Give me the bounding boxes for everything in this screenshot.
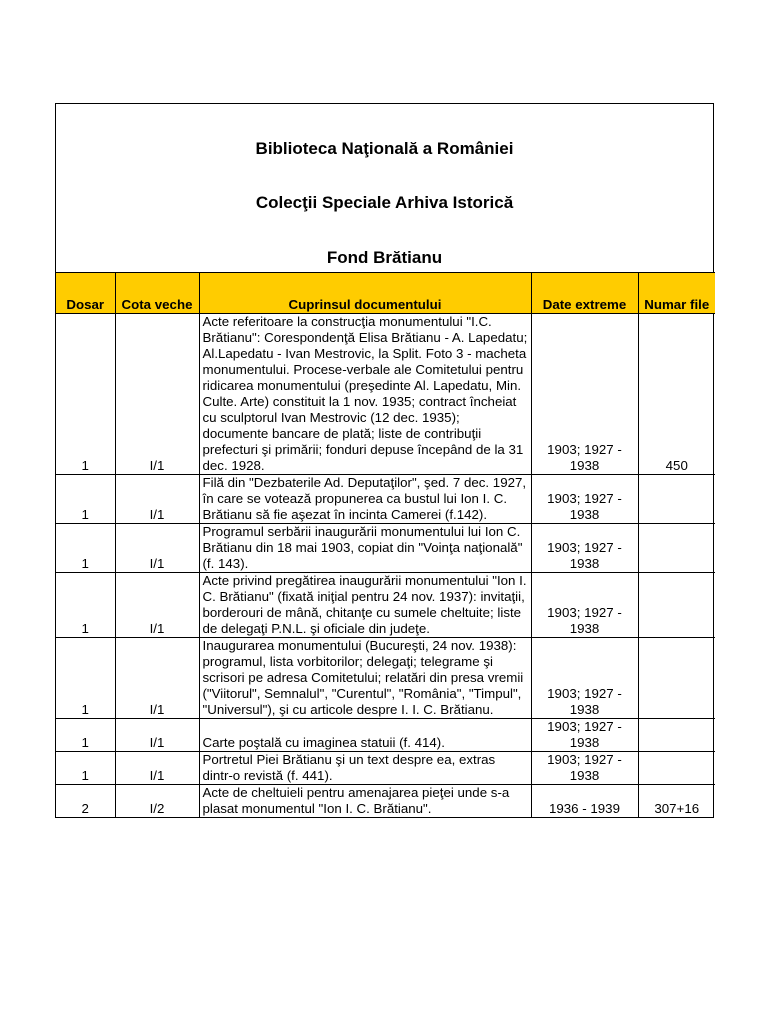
cell-dosar: 1 (56, 719, 115, 752)
cell-file (638, 719, 715, 752)
cell-date: 1903; 1927 - 1938 (531, 314, 638, 475)
table-row (56, 785, 715, 818)
cell-dosar: 2 (56, 785, 115, 818)
institution-title: Biblioteca Naţională a României (255, 139, 514, 158)
cell-cota: I/1 (115, 638, 199, 719)
cell-date: 1903; 1927 - 1938 (531, 475, 638, 524)
cell-dosar: 1 (56, 475, 115, 524)
cell-cuprins: Acte referitoare la construcţia monumentului "I.C. Brătianu": Corespondenţă Elisa Brătianu - A. Lapedatu; Al.Lapedatu - Ivan Mestrovic, la Split. Foto 3 - macheta monumentului. Procese-verbale ale Comitetului pentru ridicarea monumentului (preşedinte Al. Lapedatu, Min. Culte. Arte) constituit la 1 nov. 1935; contract încheiat cu sculptorul Ivan Mestrovic (12 dec. 1935); documente bancare de plată; liste de contribuţii prefecturi şi primării; fonduri depuse începând de la 31 dec. 1928. (199, 314, 531, 475)
table-row (56, 314, 715, 475)
cell-date: 1936 - 1939 (531, 785, 638, 818)
column-header-date-extreme: Date extreme (531, 273, 638, 314)
document-sheet (55, 103, 714, 818)
cell-file (638, 638, 715, 719)
cell-dosar: 1 (56, 524, 115, 573)
cell-cota: I/1 (115, 573, 199, 638)
cell-cota: I/2 (115, 785, 199, 818)
cell-file (638, 752, 715, 785)
column-header-dosar: Dosar (56, 273, 115, 314)
document-header (56, 104, 713, 272)
cell-cuprins: Inaugurarea monumentului (Bucureşti, 24 nov. 1938): programul, lista vorbitorilor; delegaţi; telegrame şi scrisori pe adresa Comitetului; relatări din presa vremii ("Viitorul", Semnalul", "Curentul", "România", "Timpul", "Universul"), şi cu articole despre I. I. C. Brătianu. (199, 638, 531, 719)
table-row (56, 719, 715, 752)
table-row (56, 573, 715, 638)
column-header-cuprinsul: Cuprinsul documentului (199, 273, 531, 314)
cell-file (638, 573, 715, 638)
table-row (56, 638, 715, 719)
cell-cota: I/1 (115, 524, 199, 573)
cell-cuprins: Programul serbării inaugurării monumentului lui Ion C. Brătianu din 18 mai 1903, copiat din "Voinţa naţională" (f. 143). (199, 524, 531, 573)
cell-cuprins: Acte privind pregătirea inaugurării monumentului "Ion I. C. Brătianu" (fixată iniţial pentru 24 nov. 1937): invitaţii, borderouri de mână, chitanţe cu sumele cheltuite; liste de delegaţi P.N.L. şi oficiale din judeţe. (199, 573, 531, 638)
table-header-row (56, 273, 715, 314)
table-row (56, 475, 715, 524)
cell-date: 1903; 1927 - 1938 (531, 573, 638, 638)
cell-cota: I/1 (115, 314, 199, 475)
cell-cota: I/1 (115, 719, 199, 752)
fond-title: Fond Brătianu (326, 248, 443, 267)
table-row (56, 524, 715, 573)
cell-cuprins: Carte poştală cu imaginea statuii (f. 414). (199, 719, 531, 752)
cell-dosar: 1 (56, 752, 115, 785)
cell-date: 1903; 1927 - 1938 (531, 719, 638, 752)
inventory-table (56, 272, 715, 817)
table-row (56, 752, 715, 785)
column-header-numar-file: Numar file (638, 273, 715, 314)
cell-date: 1903; 1927 - 1938 (531, 752, 638, 785)
cell-dosar: 1 (56, 638, 115, 719)
cell-cota: I/1 (115, 752, 199, 785)
cell-dosar: 1 (56, 314, 115, 475)
cell-cota: I/1 (115, 475, 199, 524)
cell-cuprins: Acte de cheltuieli pentru amenajarea pieţei unde s-a plasat monumentul "Ion I. C. Brătianu". (199, 785, 531, 818)
cell-cuprins: Filă din "Dezbaterile Ad. Deputaţilor", şed. 7 dec. 1927, în care se votează propunerea ca bustul lui Ion I. C. Brătianu să fie aşezat în incinta Camerei (f.142). (199, 475, 531, 524)
cell-cuprins: Portretul Piei Brătianu şi un text despre ea, extras dintr-o revistă (f. 441). (199, 752, 531, 785)
column-header-cota-veche: Cota veche (115, 273, 199, 314)
collection-title: Colecţii Speciale Arhiva Istorică (255, 193, 514, 212)
cell-file: 450 (638, 314, 715, 475)
cell-date: 1903; 1927 - 1938 (531, 638, 638, 719)
cell-date: 1903; 1927 - 1938 (531, 524, 638, 573)
cell-dosar: 1 (56, 573, 115, 638)
cell-file: 307+16 (638, 785, 715, 818)
cell-file (638, 524, 715, 573)
cell-file (638, 475, 715, 524)
